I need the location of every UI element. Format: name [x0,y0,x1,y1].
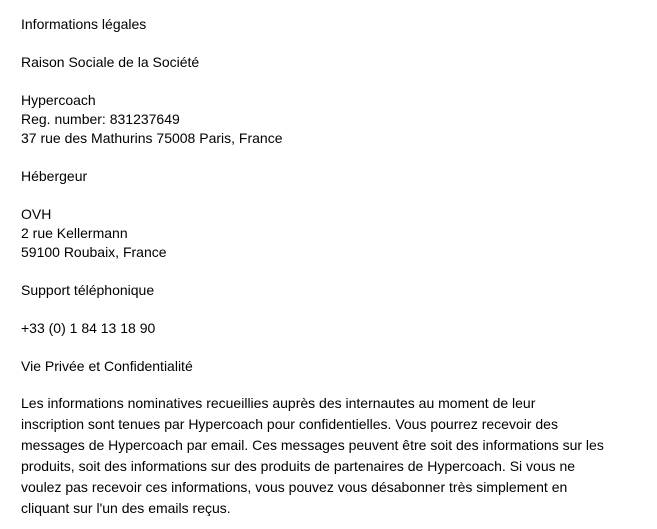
company-info-block [21,91,639,148]
company-address: 37 rue des Mathurins 75008 Paris, France [21,130,283,146]
host-address-city: 59100 Roubaix, France [21,244,167,260]
privacy-paragraph-line: Les informations nominatives recueillies auprès des internautes au moment de leur [21,395,536,411]
privacy-paragraph-line: voulez pas recevoir ces informations, vous pouvez vous désabonner très simplement en [21,479,568,495]
section-heading-vie-privee: Vie Privée et Confidentialité [21,358,193,374]
section-heading-raison-sociale: Raison Sociale de la Société [21,54,200,70]
host-address-street: 2 rue Kellermann [21,225,128,241]
host-name: OVH [21,206,52,222]
support-phone-number: +33 (0) 1 84 13 18 90 [21,320,156,336]
company-name: Hypercoach [21,92,96,108]
privacy-paragraph-line: cliquant sur l'un des emails reçus. [21,500,231,516]
privacy-paragraph [21,393,639,519]
privacy-paragraph-line: produits, soit des informations sur des produits de partenaires de Hypercoach. Si vous ne [21,458,576,474]
page-title: Informations légales [21,16,147,32]
privacy-paragraph-line: messages de Hypercoach par email. Ces messages peuvent être soit des informations sur les [21,437,604,453]
privacy-paragraph-line: inscription sont tenues par Hypercoach pour confidentielles. Vous pourrez recevoir des [21,416,558,432]
section-heading-support: Support téléphonique [21,282,155,298]
host-info-block [21,205,639,262]
section-heading-hebergeur: Hébergeur [21,168,88,184]
company-reg-number: Reg. number: 831237649 [21,111,180,127]
